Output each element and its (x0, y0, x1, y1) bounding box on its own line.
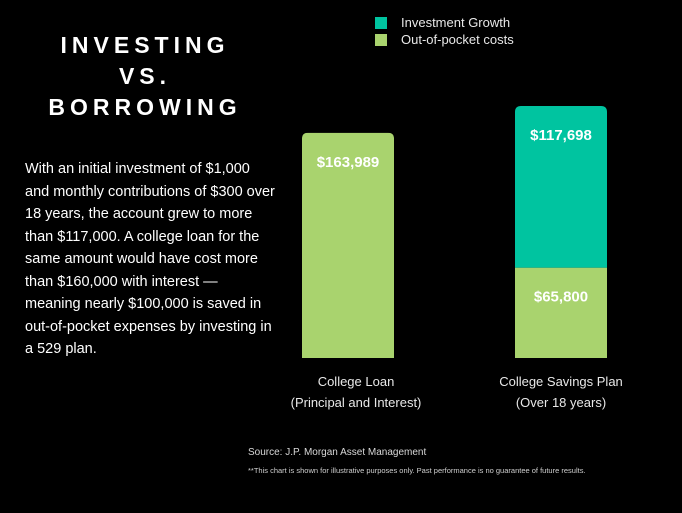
category-label-0-line-1: (Principal and Interest) (290, 395, 422, 410)
bar-1-out-of-pocket-costs (515, 268, 607, 358)
title-line-2: VS. (118, 63, 172, 89)
bar-value-label-1-investment-growth: $117,698 (530, 127, 592, 144)
category-label-0-line-0: College Loan (317, 374, 395, 389)
bar-value-label-1-out-of-pocket-costs: $65,800 (533, 288, 589, 306)
title-line-1: INVESTING (60, 32, 230, 58)
bar-value-label-0-out-of-pocket-costs: $163,989 (316, 153, 380, 171)
legend-label-out-of-pocket: Out-of-pocket costs (401, 32, 514, 47)
category-label-1-line-1: (Over 18 years) (515, 395, 607, 410)
title-line-3: BORROWING (48, 94, 242, 120)
source-note: Source: J.P. Morgan Asset Management (248, 447, 427, 458)
description-text: With an initial investment of $1,000 and monthly contributions of $300 over 18 years, the account grew to more than $117,000. A college loan for the same amount would have cost more than $160,000 with interest — meaning nearly $100,000 is saved in out-of-pocket expenses by investing in a 529 plan. (25, 161, 275, 357)
category-label-1-line-0: College Savings Plan (499, 374, 623, 389)
legend-label-investment-growth: Investment Growth (401, 15, 511, 30)
disclaimer-note: **This chart is shown for illustrative purposes only. Past performance is no guarantee of future results. (248, 466, 586, 475)
